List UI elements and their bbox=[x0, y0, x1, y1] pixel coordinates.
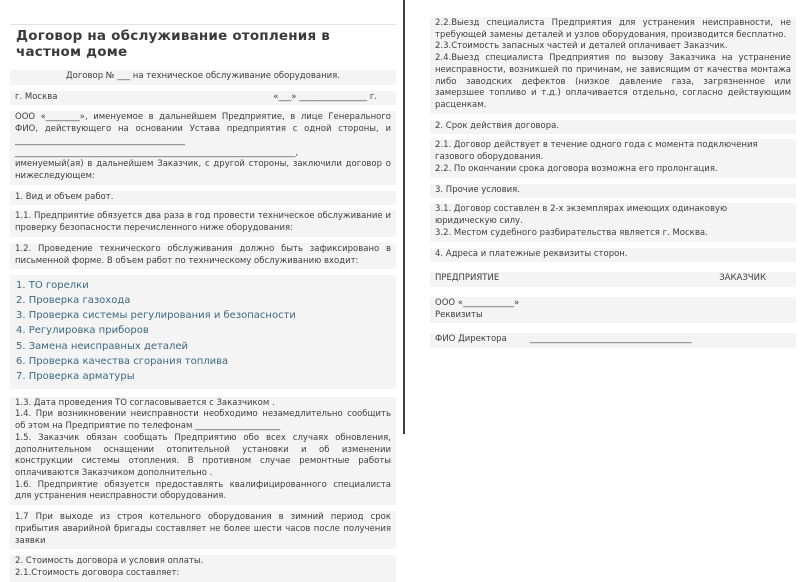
term-clauses bbox=[430, 139, 796, 177]
clause-2-2: 2.2.Выезд специалиста Предприятия для устранения неисправности, не требующей замены деталей и узлов оборудования, производится бесплатно. bbox=[435, 18, 791, 40]
customer-party-label: ЗАКАЗЧИК bbox=[719, 273, 766, 284]
contract-page-2 bbox=[430, 0, 796, 434]
clauses-2-2-to-2-4 bbox=[430, 17, 796, 114]
intro-text: ООО «________», именуемое в дальнейшем Предприятие, в лице Генерального ФИО, действующего на основании Устава предприятия с одной стороны, и ________________________________________ bbox=[15, 112, 391, 146]
section-2-heading: 2. Стоимость договора и условия оплаты. bbox=[15, 556, 204, 567]
contract-number-line: Договор № ___ на техническое обслуживание оборудования. bbox=[10, 70, 396, 85]
clause-2-4: 2.4.Выезд специалиста Предприятия по вызову Заказчика на устранение неисправности, возникшей по причинам, не зависящим от качества монтажа либо заводских дефектов (низкое давление газа, загрязненное или замерзшее топливо и т.д.) оплачивается отдельно, согласно действующим расценкам. bbox=[435, 53, 791, 111]
contract-page-1 bbox=[10, 0, 396, 578]
list-item: Проверка системы регулирования и безопасности bbox=[28, 310, 296, 322]
section-3-heading: 3. Прочие условия. bbox=[430, 184, 796, 199]
city-date-row bbox=[10, 91, 396, 106]
clause-3-1: 3.1. Договор составлен в 2-х экземплярах имеющих одинаковую юридическую силу. bbox=[435, 204, 728, 227]
page-divider-line bbox=[403, 0, 405, 434]
clause-1-3: 1.3. Дата проведения ТО согласовывается с Заказчиком . bbox=[15, 397, 275, 408]
clause-1-1: 1.1. Предприятие обязуется два раза в год провести техническое обслуживание и проверку безопасности перечисленного ниже оборудования: bbox=[10, 210, 396, 236]
intro-closing-text: именуемый(ая) в дальнейшем Заказчик, с другой стороны, заключили договор о нижеследующем: bbox=[15, 159, 391, 182]
clause-2-3: 2.3.Стоимость запасных частей и деталей оплачивает Заказчик. bbox=[435, 41, 728, 52]
section-4-heading: 4. Адреса и платежные реквизиты сторон. bbox=[430, 248, 796, 263]
customer-name-blank-line: __________________________________________________________________, bbox=[15, 147, 299, 158]
director-signature-row bbox=[430, 333, 796, 348]
date-blank-line: «___» ________________ г. bbox=[273, 91, 377, 102]
requisites-label: Реквизиты bbox=[435, 309, 483, 320]
parties-intro-paragraph bbox=[10, 111, 396, 184]
clause-1-7: 1.7 При выходе из строя котельного оборудования в зимний период срок прибытия аварийной бригады составляет не более шести часов после получения заявки bbox=[10, 511, 396, 549]
section-2-block bbox=[10, 555, 396, 581]
company-name-blank: ООО «____________» bbox=[435, 297, 520, 308]
section-term-heading: 2. Срок действия договора. bbox=[430, 120, 796, 135]
clause-1-4: 1.4. При возникновении неисправности необходимо незамедлительно сообщить об этом на Предприятие по телефонам ____________________ bbox=[15, 409, 391, 432]
list-item: Проверка газохода bbox=[28, 295, 131, 307]
list-item: Замена неисправных деталей bbox=[28, 340, 189, 352]
list-item: Проверка арматуры bbox=[28, 370, 135, 382]
director-name-label: ФИО Директора bbox=[435, 334, 507, 345]
list-item: Проверка качества сгорания топлива bbox=[28, 355, 229, 367]
clause-2-1: 2.1.Стоимость договора составляет: bbox=[15, 568, 180, 578]
city-label: г. Москва bbox=[15, 91, 58, 102]
section-1-heading: 1. Вид и объем работ. bbox=[10, 191, 396, 206]
clause-term-2-1: 2.1. Договор действует в течение одного года с момента подключения газового оборудования. bbox=[435, 140, 758, 163]
company-party-label: ПРЕДПРИЯТИЕ bbox=[435, 273, 500, 284]
clause-1-5: 1.5. Заказчик обязан сообщать Предприятию обо всех случаях обновления, дополнительном оснащении отопительной установки и об изменении конструкции системы отопления. В противном случае ремонтные работы оплачиваются Заказчиком дополнительно . bbox=[15, 432, 391, 478]
list-item: ТО горелки bbox=[28, 279, 89, 291]
clause-1-2: 1.2. Проведение технического обслуживания должно быть зафиксировано в письменной форме. В объем работ по техническому обслуживанию входит: bbox=[10, 243, 396, 269]
other-conditions-clauses bbox=[430, 203, 796, 241]
clause-3-2: 3.2. Местом судебного разбирательства является г. Москва. bbox=[435, 227, 708, 238]
parties-labels-row bbox=[430, 272, 796, 287]
maintenance-work-list bbox=[10, 275, 396, 388]
director-signature-line: ______________________________________ bbox=[530, 334, 692, 345]
clause-term-2-2: 2.2. По окончании срока договора возможна его пролонгация. bbox=[435, 163, 718, 174]
clause-1-6: 1.6. Предприятие обязуется предоставлять квалифицированного специалиста для устранения неисправности оборудования. bbox=[15, 479, 391, 502]
list-item: Регулировка приборов bbox=[28, 325, 149, 337]
clauses-1-3-to-1-6 bbox=[10, 397, 396, 505]
document-title: Договор на обслуживание отопления в частном доме bbox=[10, 24, 396, 62]
company-requisites-block bbox=[430, 297, 796, 323]
